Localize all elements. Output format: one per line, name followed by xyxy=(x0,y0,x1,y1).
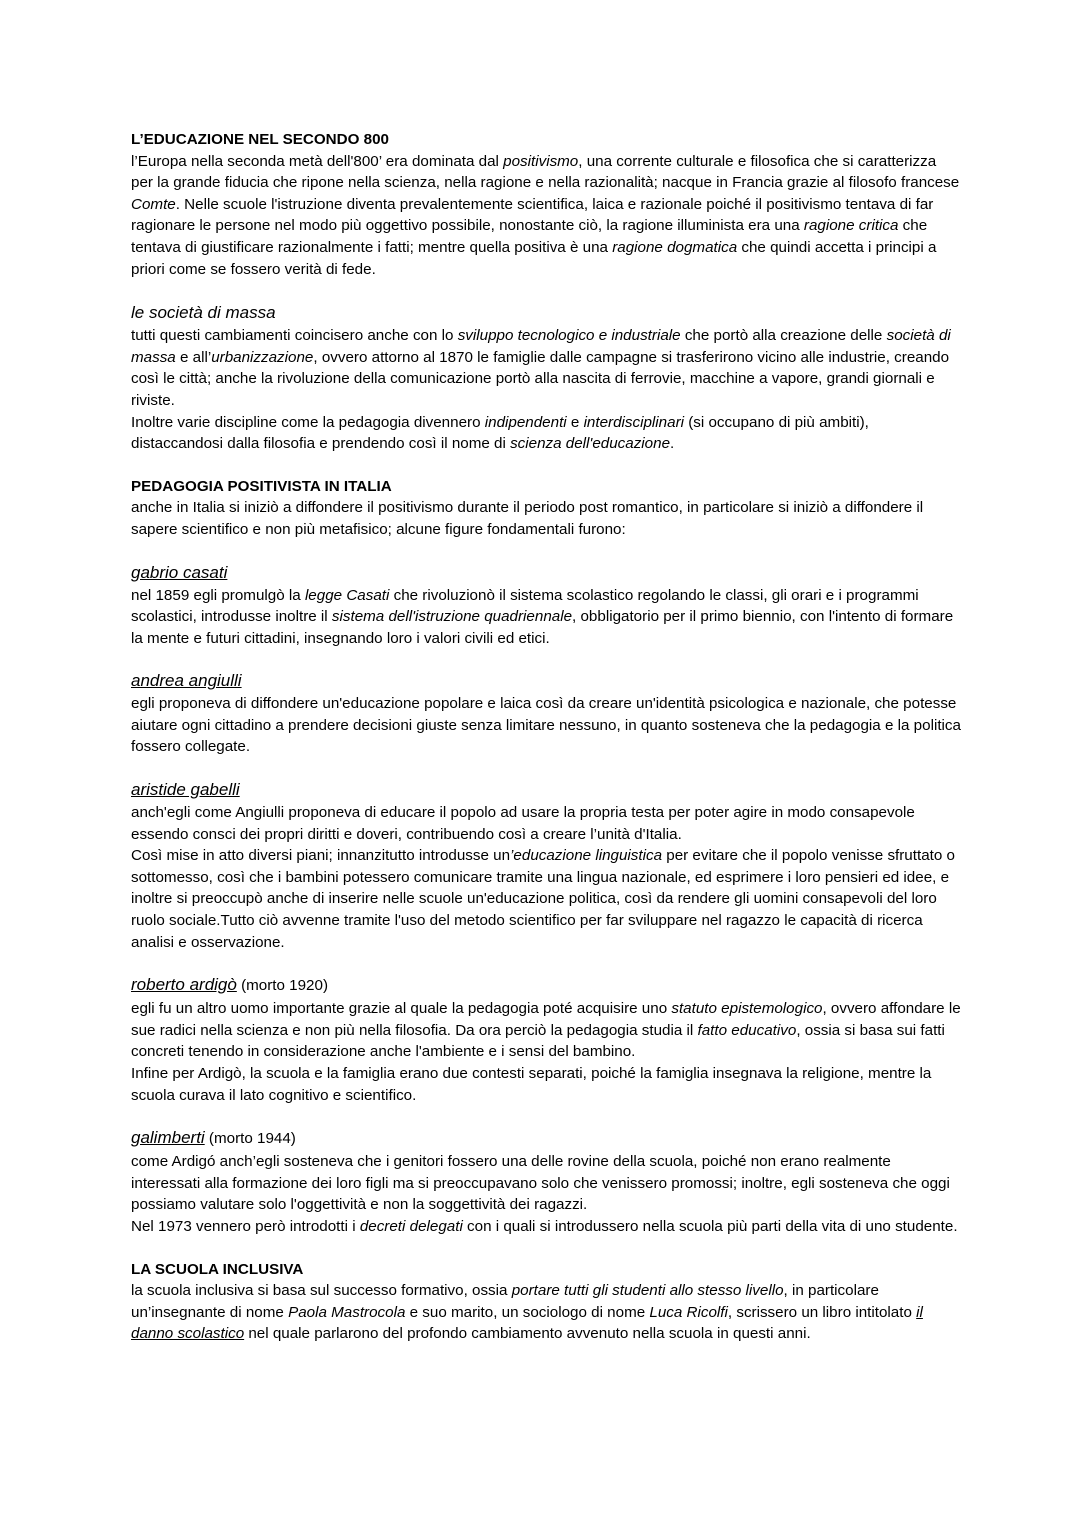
text-run: e xyxy=(566,413,584,431)
paragraph-discipline xyxy=(131,412,961,455)
text-run: egli fu un altro uomo importante grazie al quale la pedagogia poté acquisire uno xyxy=(131,1000,672,1018)
text-run: con i quali si introdussero nella scuola più parti della vita di uno studente. xyxy=(462,1217,958,1235)
spacer xyxy=(131,280,961,301)
text-run: . Nelle scuole l'istruzione diventa prevalentemente scientifica, laica e razionale poiché il positivismo tentava di far ragionare le persone nel modo più oggettivo possibile, nonostante ciò, la ragione illuminista era una xyxy=(131,195,934,235)
paragraph-ardigo-1 xyxy=(131,998,961,1063)
spacer xyxy=(131,541,961,561)
text-run: , in particolare un’insegnante di nome xyxy=(131,1282,879,1321)
person-name: andrea angiulli xyxy=(131,671,242,691)
paragraph-angiulli: egli proponeva di diffondere un'educazione popolare e laica così da creare un'identità psicologica e nazionale, che potesse aiutare ogni cittadino a prendere decisioni giuste senza limitare nessuno, in quanto sosteneva che la pedagogia e la politica fossero collegate. xyxy=(131,695,961,756)
text-run: che tentava di giustificare razionalmente i fatti; mentre quella positiva è una xyxy=(131,217,928,256)
person-note: (morto 1920) xyxy=(236,977,329,995)
text-run: la scuola inclusiva si basa sul successo formativo, ossia xyxy=(131,1282,512,1300)
person-name: galimberti xyxy=(131,1128,205,1148)
text-run: , obbligatorio per il primo biennio, con l'intento di formare la mente e futuri cittadini, insegnando loro i valori civili ed etici. xyxy=(131,608,954,647)
person-heading-ardigo xyxy=(131,973,961,998)
paragraph-positivismo xyxy=(131,151,961,281)
text-run: Così mise in atto diversi piani; innanzitutto introdusse un xyxy=(131,847,511,865)
italic-term: legge Casati xyxy=(304,586,390,604)
text-run: , ovvero attorno al 1870 le famiglie dalle campagne si trasferirono vicino alle industrie, creando così le città; anche la rivoluzione della comunicazione portò alla nascita di ferrovie, macchine a vapore, grandi giornali e riviste. xyxy=(131,348,950,409)
person-heading-casati xyxy=(131,561,961,585)
italic-term: ragione dogmatica xyxy=(612,238,738,256)
italic-term: Luca Ricolfi xyxy=(649,1303,728,1321)
italic-term: ’educazione linguistica xyxy=(510,847,663,865)
paragraph-sviluppo xyxy=(131,325,961,411)
person-name: aristide gabelli xyxy=(131,780,240,800)
text-run: tutti questi cambiamenti coincisero anche con lo xyxy=(131,327,458,345)
text-run: che rivoluzionò il sistema scolastico regolando le classi, gli orari e i programmi scolastici, introdusse inoltre il xyxy=(131,586,919,626)
person-name: gabrio casati xyxy=(131,562,228,582)
italic-term: sistema dell'istruzione quadriennale xyxy=(331,608,573,626)
person-note: (morto 1944) xyxy=(204,1130,296,1148)
text-run: nel 1859 egli promulgò la xyxy=(131,586,305,604)
text-run: Nel 1973 vennero però introdotti i xyxy=(131,1217,360,1235)
paragraph-ardigo-2: Infine per Ardigò, la scuola e la famiglia erano due contesti separati, poiché la famiglia insegnava la religione, mentre la scuola curava il lato cognitivo e scientifico. xyxy=(131,1065,932,1104)
spacer xyxy=(131,953,961,973)
italic-term: Paola Mastrocola xyxy=(288,1303,406,1321)
text-run: che portò alla creazione delle xyxy=(680,327,887,345)
paragraph-galimberti-2 xyxy=(131,1216,961,1238)
paragraph-galimberti-1: come Ardigó anch’egli sosteneva che i genitori fossero una delle rovine della scuola, poiché non erano realmente interessati alla formazione dei loro figli ma si preoccupavano solo che venissero promossi; inoltre, egli sosteneva che oggi possiamo valutare solo l'oggettività e non la soggettività dei ragazzi. xyxy=(131,1153,950,1214)
paragraph-gabelli-1: anch'egli come Angiulli proponeva di educare il popolo ad usare la propria testa per poter agire in modo consapevole essendo consci dei propri diritti e doveri, contribuendo così a creare l’unità d'Italia. xyxy=(131,804,915,843)
italic-term: sviluppo tecnologico e industriale xyxy=(457,327,681,345)
italic-term: urbanizzazione xyxy=(211,348,314,366)
text-run: (si occupano di più ambiti), distaccandosi dalla filosofia e prendendo così il nome di xyxy=(131,413,869,453)
text-run: , scrissero un libro intitolato xyxy=(727,1303,917,1321)
section-heading-scuola-inclusiva: LA SCUOLA INCLUSIVA xyxy=(131,1260,304,1278)
italic-term: interdisciplinari xyxy=(583,413,685,431)
subheading-societa-di-massa: le società di massa xyxy=(131,303,276,323)
text-run: , ovvero affondare le sue radici nella scienza e non più nella filosofia. Da ora perciò la pedagogia studia il xyxy=(131,1000,961,1039)
text-run: che quindi accetta i principi a priori come se fossero verità di fede. xyxy=(131,238,937,278)
italic-term: statuto epistemologico xyxy=(671,1000,823,1018)
paragraph-scuola-inclusiva xyxy=(131,1280,961,1345)
text-run: , ossia si basa sui fatti concreti tenendo in considerazione anche l'ambiente e i sensi del bambino. xyxy=(131,1021,945,1061)
section-heading-educazione: L’EDUCAZIONE NEL SECONDO 800 xyxy=(131,131,389,148)
spacer xyxy=(131,455,961,476)
text-run: . xyxy=(670,435,675,453)
italic-term: società di massa xyxy=(131,327,951,366)
document-body xyxy=(131,129,961,1345)
text-run: , una corrente culturale e filosofica che si caratterizza per la grande fiducia che ripone nella scienza, nella ragione e nella razionalità; nacque in Francia grazie al filosofo francese xyxy=(131,152,960,192)
text-run: e suo marito, un sociologo di nome xyxy=(405,1303,650,1321)
text-run: nel quale parlarono del profondo cambiamento avvenuto nella scuola in questi anni. xyxy=(244,1325,811,1343)
spacer xyxy=(131,649,961,669)
spacer xyxy=(131,1106,961,1126)
text-run: l’Europa nella seconda metà dell'800’ era dominata dal xyxy=(131,152,504,170)
italic-term: positivismo xyxy=(503,152,579,170)
italic-term: scienza dell'educazione xyxy=(510,435,671,453)
person-heading-galimberti xyxy=(131,1126,961,1151)
italic-term: portare tutti gli studenti allo stesso livello xyxy=(511,1282,784,1300)
text-run: per evitare che il popolo venisse sfruttato o sottomesso, così che i bambini potessero comunicare tramite una lingua nazionale, ed esprimere i loro pensieri ed idee, e inoltre si preoccupò anche di inserire nelle scuole un'educazione politica, così da rendere gli uomini consapevoli del loro ruolo sociale.Tutto ciò avvenne tramite l'uso del metodo scientifico per far sviluppare nel ragazzo le capacità di ricerca analisi e osservazione. xyxy=(131,847,955,951)
paragraph-italia: anche in Italia si iniziò a diffondere il positivismo durante il periodo post romantico, in particolare si iniziò a diffondere il sapere scientifico e non più metafisico; alcune figure fondamentali furono: xyxy=(131,499,924,538)
person-name: roberto ardigò xyxy=(131,975,237,995)
italic-term: Comte xyxy=(131,195,176,213)
italic-term: indipendenti xyxy=(484,413,567,431)
italic-term: decreti delegati xyxy=(359,1217,463,1235)
section-heading-pedagogia-positivista: PEDAGOGIA POSITIVISTA IN ITALIA xyxy=(131,477,392,495)
book-title: il danno scolastico xyxy=(131,1303,923,1343)
italic-term: ragione critica xyxy=(803,217,899,235)
person-heading-angiulli xyxy=(131,669,961,693)
paragraph-gabelli-2 xyxy=(131,845,961,953)
person-heading-gabelli xyxy=(131,778,961,802)
paragraph-casati xyxy=(131,585,961,650)
text-run: Inoltre varie discipline come la pedagogia divennero xyxy=(131,413,485,431)
text-run: e all’ xyxy=(175,348,212,366)
italic-term: fatto educativo xyxy=(697,1021,797,1039)
spacer xyxy=(131,1238,961,1259)
spacer xyxy=(131,758,961,778)
